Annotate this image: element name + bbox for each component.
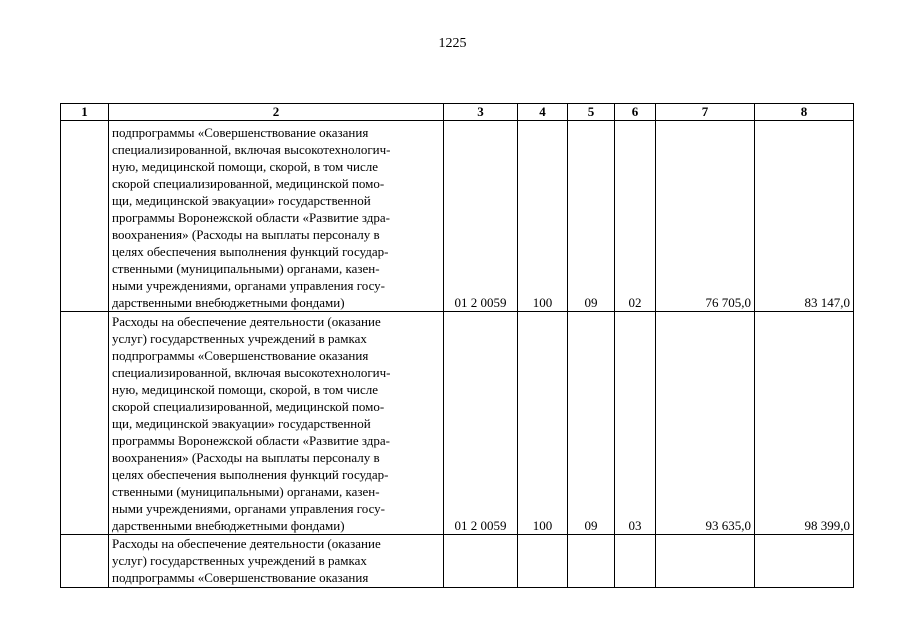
table-row bbox=[61, 312, 854, 535]
code-cell: 01 2 0059 bbox=[444, 312, 518, 535]
amount-col8-cell: 83 147,0 bbox=[755, 121, 854, 312]
table-row bbox=[61, 121, 854, 312]
page-number: 1225 bbox=[438, 36, 467, 51]
table-row bbox=[61, 535, 854, 588]
budget-table bbox=[60, 103, 854, 588]
row-number-cell bbox=[61, 121, 109, 312]
amount-col7-cell: 76 705,0 bbox=[656, 121, 755, 312]
code-cell bbox=[444, 535, 518, 588]
amount-col7-cell bbox=[656, 535, 755, 588]
column-header-3: 3 bbox=[444, 104, 518, 121]
amount-col8-cell bbox=[755, 535, 854, 588]
section-cell: 09 bbox=[568, 312, 615, 535]
column-header-8: 8 bbox=[755, 104, 854, 121]
column-header-4: 4 bbox=[518, 104, 568, 121]
expense-type-cell bbox=[518, 535, 568, 588]
amount-col7-cell: 93 635,0 bbox=[656, 312, 755, 535]
column-header-6: 6 bbox=[615, 104, 656, 121]
column-header-7: 7 bbox=[656, 104, 755, 121]
code-cell: 01 2 0059 bbox=[444, 121, 518, 312]
column-header-2: 2 bbox=[109, 104, 444, 121]
section-cell bbox=[568, 535, 615, 588]
section-cell: 09 bbox=[568, 121, 615, 312]
description-text: подпрограммы «Совершенствование оказания специализированной, включая высокотехнологич- ную, медицинской помощи, скорой, в том числе скорой специализированной, медицинской помо- щи, медицинской эвакуации» государственной программы Воронежской области «Развитие здра- воохранения» (Расходы на выплаты персоналу в целях обеспечения выполнения функций государ- ственными (муниципальными) органами, казен- ными учреждениями, органами управления госу- дарственными внебюджетными фондами) bbox=[112, 125, 391, 310]
description-cell bbox=[109, 535, 444, 588]
description-cell bbox=[109, 121, 444, 312]
amount-col8-cell: 98 399,0 bbox=[755, 312, 854, 535]
expense-type-cell: 100 bbox=[518, 312, 568, 535]
description-text: Расходы на обеспечение деятельности (оказание услуг) государственных учреждений в рамках подпрограммы «Совершенствование оказания специализированной, включая высокотехнологич- ную, медицинской помощи, скорой, в том числе скорой специализированной, медицинской помо- щи, медицинской эвакуации» государственной программы Воронежской области «Развитие здра- воохранения» (Расходы на выплаты персоналу в целях обеспечения выполнения функций государ- ственными (муниципальными) органами, казен- ными учреждениями, органами управления госу- дарственными внебюджетными фондами) bbox=[112, 314, 391, 533]
subsection-cell: 02 bbox=[615, 121, 656, 312]
header-row bbox=[61, 104, 854, 121]
subsection-cell bbox=[615, 535, 656, 588]
expense-type-cell: 100 bbox=[518, 121, 568, 312]
subsection-cell: 03 bbox=[615, 312, 656, 535]
column-header-1: 1 bbox=[61, 104, 109, 121]
row-number-cell bbox=[61, 535, 109, 588]
row-number-cell bbox=[61, 312, 109, 535]
description-text: Расходы на обеспечение деятельности (оказание услуг) государственных учреждений в рамках подпрограммы «Совершенствование оказания bbox=[112, 536, 381, 585]
column-header-5: 5 bbox=[568, 104, 615, 121]
description-cell bbox=[109, 312, 444, 535]
